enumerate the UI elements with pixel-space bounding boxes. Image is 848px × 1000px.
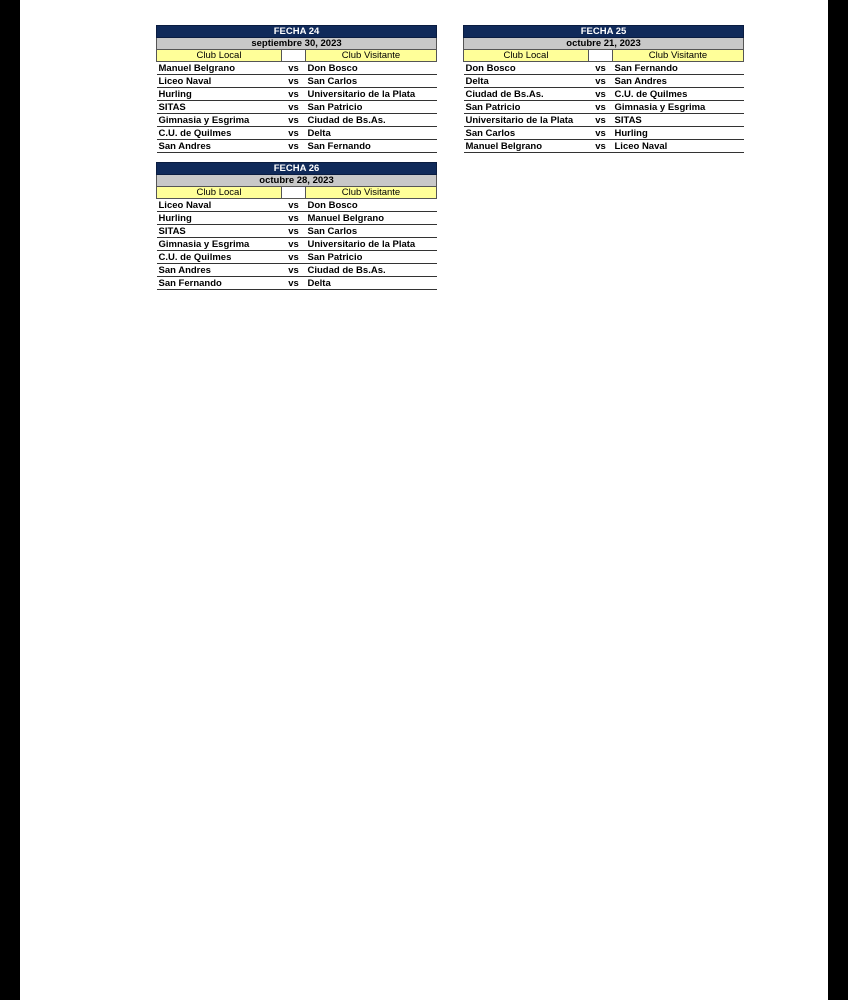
visit-club: Don Bosco [306,62,437,75]
local-club: Gimnasia y Esgrima [157,114,282,127]
col-header-local: Club Local [157,187,282,199]
fixture-title: FECHA 26 [157,163,437,175]
visit-club: Gimnasia y Esgrima [613,101,744,114]
col-header-local: Club Local [464,50,589,62]
match-row [464,101,744,114]
match-row [157,264,437,277]
col-header-visit: Club Visitante [306,50,437,62]
vs-label: vs [589,75,613,88]
vs-label: vs [589,114,613,127]
local-club: Hurling [157,88,282,101]
col-header-blank [282,50,306,62]
visit-club: San Carlos [306,75,437,88]
fixture-date: septiembre 30, 2023 [157,38,437,50]
local-club: SITAS [157,101,282,114]
local-club: San Fernando [157,277,282,290]
local-club: Liceo Naval [157,75,282,88]
vs-label: vs [282,212,306,225]
visit-club: San Fernando [306,140,437,153]
visit-club: Universitario de la Plata [306,238,437,251]
vs-label: vs [589,88,613,101]
match-row [157,251,437,264]
vs-label: vs [282,140,306,153]
local-club: Hurling [157,212,282,225]
document-page [20,0,828,1000]
visit-club: Don Bosco [306,199,437,212]
vs-label: vs [589,101,613,114]
local-club: C.U. de Quilmes [157,127,282,140]
local-club: Manuel Belgrano [157,62,282,75]
vs-label: vs [282,225,306,238]
local-club: Liceo Naval [157,199,282,212]
col-header-blank [282,187,306,199]
vs-label: vs [282,277,306,290]
vs-label: vs [589,127,613,140]
match-row [157,140,437,153]
match-row [157,127,437,140]
match-row [464,114,744,127]
fixture-title: FECHA 25 [464,26,744,38]
local-club: Ciudad de Bs.As. [464,88,589,101]
visit-club: Delta [306,127,437,140]
visit-club: Ciudad de Bs.As. [306,264,437,277]
vs-label: vs [282,251,306,264]
local-club: Universitario de la Plata [464,114,589,127]
match-row [157,277,437,290]
match-row [157,101,437,114]
fixture-table-fecha-26 [156,162,437,290]
match-row [464,127,744,140]
fixture-table-fecha-24 [156,25,437,153]
local-club: Don Bosco [464,62,589,75]
visit-club: C.U. de Quilmes [613,88,744,101]
visit-club: Universitario de la Plata [306,88,437,101]
local-club: Gimnasia y Esgrima [157,238,282,251]
fixture-date: octubre 28, 2023 [157,175,437,187]
local-club: Manuel Belgrano [464,140,589,153]
match-row [157,225,437,238]
match-row [157,199,437,212]
visit-club: Hurling [613,127,744,140]
match-row [157,238,437,251]
local-club: Delta [464,75,589,88]
vs-label: vs [282,114,306,127]
vs-label: vs [589,140,613,153]
visit-club: Delta [306,277,437,290]
col-header-blank [589,50,613,62]
visit-club: Liceo Naval [613,140,744,153]
fixture-date: octubre 21, 2023 [464,38,744,50]
visit-club: San Patricio [306,251,437,264]
match-row [464,88,744,101]
visit-club: San Fernando [613,62,744,75]
visit-club: San Patricio [306,101,437,114]
local-club: C.U. de Quilmes [157,251,282,264]
vs-label: vs [282,62,306,75]
match-row [157,114,437,127]
vs-label: vs [282,238,306,251]
visit-club: SITAS [613,114,744,127]
vs-label: vs [282,199,306,212]
local-club: SITAS [157,225,282,238]
match-row [157,88,437,101]
match-row [157,62,437,75]
fixture-table-fecha-25 [463,25,744,153]
match-row [157,75,437,88]
local-club: San Andres [157,264,282,277]
match-row [157,212,437,225]
col-header-local: Club Local [157,50,282,62]
vs-label: vs [589,62,613,75]
visit-club: Manuel Belgrano [306,212,437,225]
local-club: San Andres [157,140,282,153]
vs-label: vs [282,101,306,114]
vs-label: vs [282,75,306,88]
visit-club: San Carlos [306,225,437,238]
local-club: San Patricio [464,101,589,114]
match-row [464,140,744,153]
col-header-visit: Club Visitante [306,187,437,199]
fixture-title: FECHA 24 [157,26,437,38]
vs-label: vs [282,88,306,101]
visit-club: San Andres [613,75,744,88]
local-club: San Carlos [464,127,589,140]
col-header-visit: Club Visitante [613,50,744,62]
match-row [464,62,744,75]
vs-label: vs [282,264,306,277]
visit-club: Ciudad de Bs.As. [306,114,437,127]
vs-label: vs [282,127,306,140]
match-row [464,75,744,88]
